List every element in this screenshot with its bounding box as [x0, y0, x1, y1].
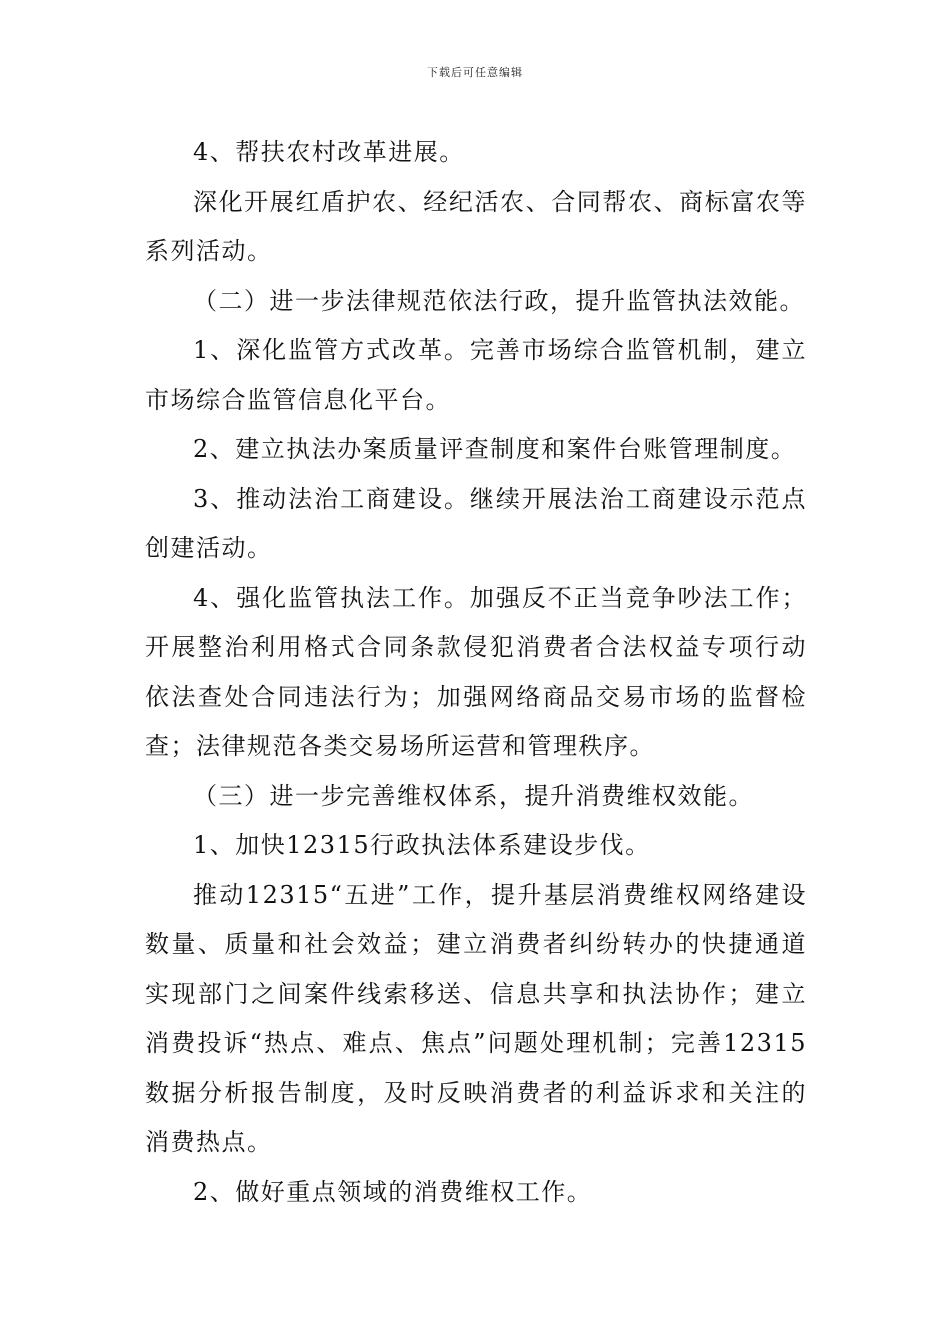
paragraph: 4、帮扶农村改革进展。 — [193, 138, 465, 166]
paragraph: 1、加快12315行政执法体系建设步伐。 — [193, 831, 651, 859]
section-heading: （二）进一步法律规范依法行政，提升监管执法效能。 — [193, 286, 805, 315]
paragraph: 3、推动法治工商建设。继续开展法治工商建设示范点创建活动。 — [145, 484, 807, 562]
page-header-note: 下载后可任意编辑 — [427, 66, 523, 79]
paragraph: 深化开展红盾护农、经纪活农、合同帮农、商标富农等系列活动。 — [145, 187, 807, 265]
section-heading: （三）进一步完善维权体系，提升消费维权效能。 — [193, 781, 754, 810]
paragraph: 2、做好重点领域的消费维权工作。 — [193, 1177, 593, 1206]
document-body — [145, 128, 807, 1217]
paragraph: 4、强化监管执法工作。加强反不正当竞争吵法工作；开展整治利用格式合同条款侵犯消费者合法权益专项行动依法查处合同违法行为；加强网络商品交易市场的监督检查；法律规范各类交易场所运营和管理秩序。 — [145, 583, 807, 760]
paragraph: 推动12315“五进”工作，提升基层消费维权网络建设数量、质量和社会效益；建立消费者纠纷转办的快捷通道实现部门之间案件线索移送、信息共享和执法协作；建立消费投诉“热点、难点、焦点”问题处理机制；完善12315数据分析报告制度，及时反映消费者的利益诉求和关注的消费热点。 — [145, 880, 807, 1156]
paragraph: 2、建立执法办案质量评查制度和案件台账管理制度。 — [193, 435, 797, 463]
paragraph: 1、深化监管方式改革。完善市场综合监管机制，建立市场综合监管信息化平台。 — [145, 336, 807, 414]
